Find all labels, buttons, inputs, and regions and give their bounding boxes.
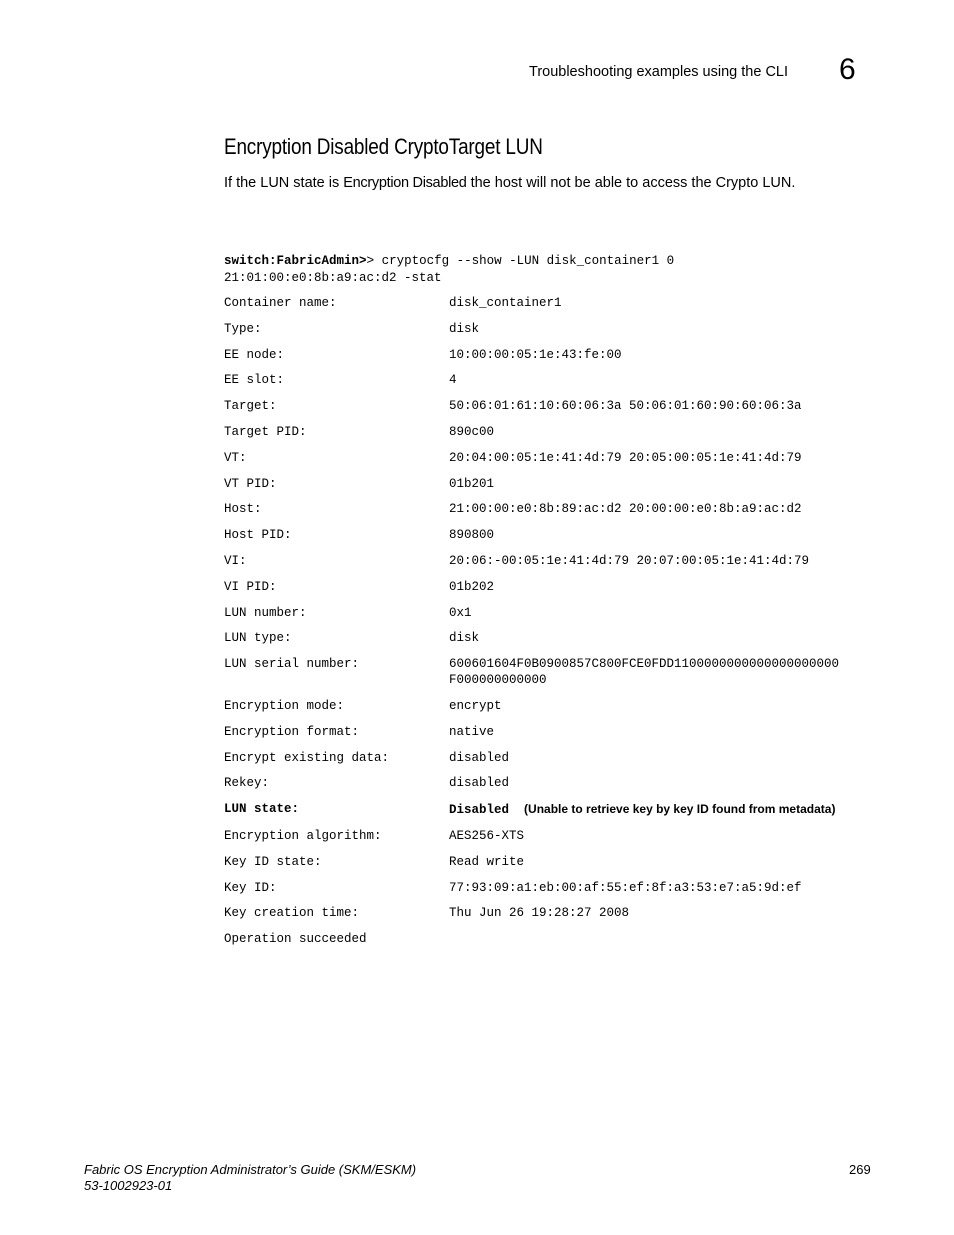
output-row [224,880,874,896]
output-row-label: Encryption mode: [224,698,345,713]
output-row [224,698,874,714]
output-row-label: Encryption algorithm: [224,828,382,843]
output-row [224,347,874,363]
output-row-value [449,801,835,818]
output-row-label: Encryption format: [224,724,360,739]
section-title: Encryption Disabled CryptoTarget LUN [224,134,543,159]
output-rows [224,295,874,921]
command-prompt: switch:FabricAdmin> [224,254,367,268]
command-continuation: 21:01:00:e0:8b:a9:ac:d2 -stat [224,271,442,285]
output-row-label: LUN number: [224,605,307,620]
output-row-label: Target: [224,399,277,414]
output-row-value [449,476,494,492]
output-row [224,527,874,543]
intro-term: Encryption Disabled [343,175,467,191]
intro-text-before: If the LUN state is [224,175,344,191]
output-row [224,450,874,466]
output-row-value-text: encrypt [449,698,502,713]
output-row-value [449,854,524,870]
output-row-label: Encrypt existing data: [224,750,390,765]
output-row-value-text: 600601604F0B0900857C800FCE0FDD1100000000000000000000 F000000000000 [449,657,840,688]
output-row [224,295,874,311]
output-row-value-text: Disabled [449,803,510,818]
command-line [224,251,874,269]
output-row-value-text: Thu Jun 26 19:28:27 2008 [449,906,630,921]
output-row [224,605,874,621]
output-row-value-text: 4 [449,373,457,388]
output-row-value [449,321,479,337]
output-row-value [449,605,472,621]
output-row-label: Type: [224,321,262,336]
output-row-value-text: 01b202 [449,579,495,594]
output-row-value-text: 0x1 [449,605,472,620]
output-row-label: LUN type: [224,631,292,646]
footer-guide-title: Fabric OS Encryption Administrator’s Guide (SKM/ESKM) [84,1162,417,1177]
output-row-value-text: 890800 [449,528,495,543]
output-row-value [449,450,802,466]
output-row-label: VI: [224,553,247,568]
output-row [224,828,874,844]
output-row [224,775,874,791]
output-row [224,750,874,766]
intro-text-after: the host will not be able to access the Crypto LUN. [466,175,796,191]
output-row [224,656,874,688]
intro-paragraph [224,174,795,192]
output-row-value-text: 01b201 [449,476,495,491]
output-row-label: Key creation time: [224,906,360,921]
chapter-number: 6 [839,53,856,86]
output-row-label: Rekey: [224,776,270,791]
output-row [224,630,874,646]
output-row-value-text: disabled [449,776,510,791]
output-row-value-text: disabled [449,750,510,765]
output-row-value [449,630,479,646]
output-row-value [449,527,494,543]
output-row-value-text: disk_container1 [449,296,562,310]
output-row [224,553,874,569]
output-row [224,579,874,595]
footer-doc-number: 53-1002923-01 [84,1178,173,1193]
output-row-label: EE node: [224,347,285,362]
output-row-value [449,880,802,896]
output-row-value [449,579,494,595]
output-row-value [449,905,629,921]
output-row-label: Container name: [224,296,337,310]
output-row-value [449,347,622,363]
header-section-title: Troubleshooting examples using the CLI [529,64,789,80]
cli-output-block [224,251,874,957]
output-row [224,321,874,337]
page-number: 269 [849,1162,871,1177]
output-row-value [449,724,494,740]
output-row [224,476,874,492]
output-row-value [449,553,809,569]
output-row-label: Host PID: [224,528,292,543]
output-row-label: VI PID: [224,579,277,594]
output-row [224,501,874,517]
output-row-value-text: Read write [449,854,525,869]
output-row-label: Key ID state: [224,854,322,869]
output-row-label: Key ID: [224,880,277,895]
output-row [224,372,874,388]
output-row-value [449,501,802,517]
output-row-value [449,698,502,714]
output-row-label: VT: [224,450,247,465]
output-row-value-text: 50:06:01:61:10:60:06:3a 50:06:01:60:90:60:06:3a [449,399,802,414]
command-text: cryptocfg --show -LUN disk_container1 0 [374,254,675,268]
output-row-value-text: 10:00:00:05:1e:43:fe:00 [449,347,622,362]
output-row-label: Target PID: [224,424,307,439]
output-row-label: LUN state: [224,802,300,817]
output-row-label: VT PID: [224,476,277,491]
output-row-value [449,424,494,440]
output-row-value-text: disk [449,321,480,336]
output-row-value-text: 77:93:09:a1:eb:00:af:55:ef:8f:a3:53:e7:a5:9d:ef [449,880,802,895]
output-row-label: LUN serial number: [224,657,360,672]
result-text: Operation succeeded [224,932,367,947]
output-row-value [449,656,839,688]
output-row-value [449,398,802,414]
output-row [224,854,874,870]
output-row-value-text: disk [449,631,480,646]
output-row-label: EE slot: [224,373,285,388]
output-row [224,801,874,818]
output-row-label: Host: [224,502,262,517]
output-row-value-text: AES256-XTS [449,828,525,843]
output-row-value [449,295,562,311]
output-row-value-text: native [449,724,495,739]
output-row [224,398,874,414]
output-row-value [449,750,509,766]
output-row-note: (Unable to retrieve key by key ID found from metadata) [524,802,836,817]
output-row [224,424,874,440]
output-row-value-text: 20:06:-00:05:1e:41:4d:79 20:07:00:05:1e:41:4d:79 [449,553,810,568]
command-prompt-gt: > [366,252,375,267]
output-row-value-text: 890c00 [449,424,495,439]
result-line [224,931,874,947]
output-row-value-text: 20:04:00:05:1e:41:4d:79 20:05:00:05:1e:41:4d:79 [449,450,802,465]
output-row-value-text: 21:00:00:e0:8b:89:ac:d2 20:00:00:e0:8b:a9:ac:d2 [449,502,802,517]
output-row-value [449,828,524,844]
output-row-value [449,372,457,388]
output-row [224,724,874,740]
output-row-value [449,775,509,791]
output-row [224,905,874,921]
